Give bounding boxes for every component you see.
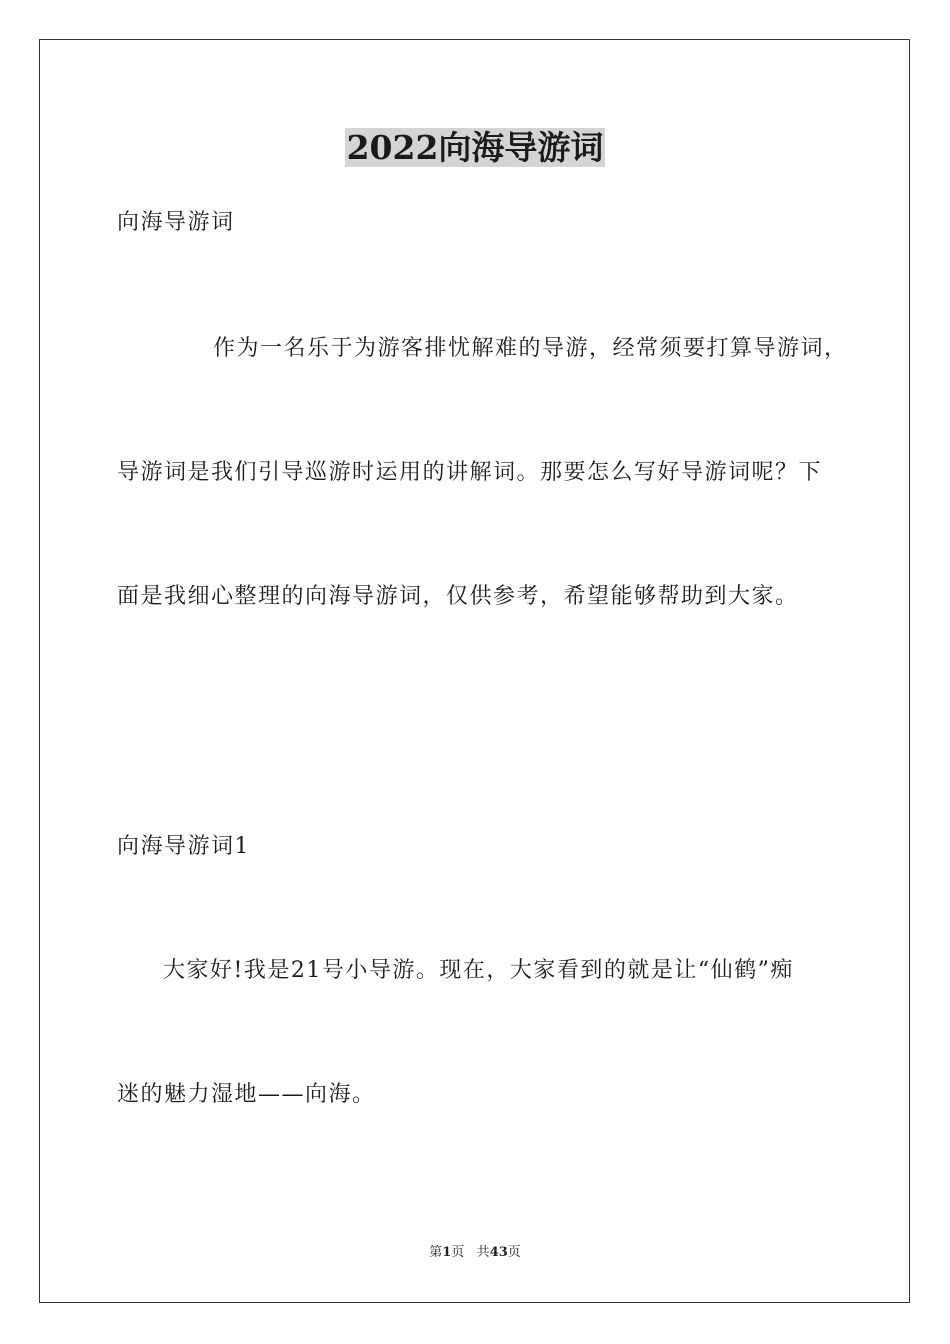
paragraph-line: 迷的魅力湿地——向海。 (117, 1082, 376, 1107)
subtitle-line: 向海导游词 (117, 210, 235, 235)
footer-page-current: 1 (442, 1245, 452, 1260)
footer-total-prefix: 共 (476, 1245, 490, 1260)
footer-page-suffix: 页 (451, 1245, 465, 1260)
paragraph-line: 面是我细心整理的向海导游词，仅供参考，希望能够帮助到大家。 (117, 584, 799, 609)
paragraph-line: 作为一名乐于为游客排忧解难的导游，经常须要打算导游词， (213, 336, 848, 361)
footer-total-pages: 43 (489, 1245, 508, 1260)
footer-page-prefix: 第 (429, 1245, 443, 1260)
document-title-wrapper (0, 128, 950, 174)
paragraph-line: 大家好!我是21号小导游。现在，大家看到的就是让“仙鹤”痴 (163, 958, 794, 983)
document-title: 2022向海导游词 (346, 128, 604, 167)
paragraph-line: 导游词是我们引导巡游时运用的讲解词。那要怎么写好导游词呢？下 (117, 460, 823, 485)
footer-total-suffix: 页 (507, 1245, 521, 1260)
page-footer (0, 1244, 950, 1262)
section-heading: 向海导游词1 (117, 834, 250, 859)
